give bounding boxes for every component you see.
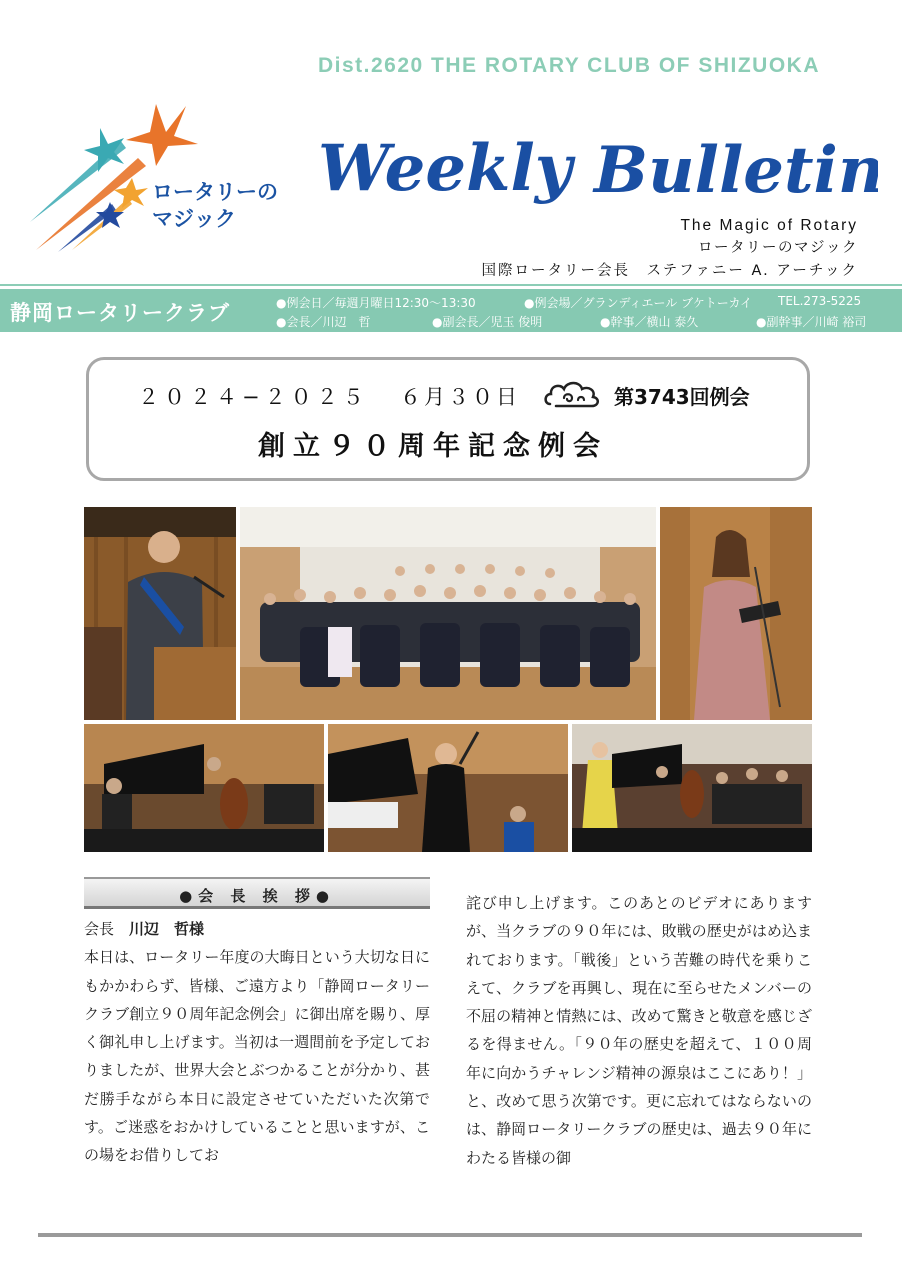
main-title: 創立９０周年記念例会 bbox=[258, 431, 608, 462]
club-tel: TEL.273-5225 bbox=[778, 294, 862, 308]
article-column-2 bbox=[466, 889, 812, 1172]
photo-piano-bass bbox=[84, 724, 324, 852]
footer-rule bbox=[38, 1233, 862, 1237]
district-title: Dist.2620 THE ROTARY CLUB OF SHIZUOKA bbox=[318, 54, 820, 77]
wordmark-bulletin: Bulletin bbox=[594, 133, 878, 208]
theme-english: The Magic of Rotary bbox=[680, 217, 858, 234]
photo-speaker-podium bbox=[84, 507, 236, 720]
logo-text-line2: マジック bbox=[152, 207, 236, 231]
section-title: ●会 長 挨 拶● bbox=[179, 887, 335, 905]
photo-audience bbox=[240, 507, 656, 720]
club-name: 静岡ロータリークラブ bbox=[10, 301, 230, 325]
club-vice-secretary: ●副幹事／川崎 裕司 bbox=[756, 315, 867, 329]
photo-conductor bbox=[328, 724, 568, 852]
divider-line bbox=[0, 284, 902, 286]
meeting-number: 第3743回例会 bbox=[614, 385, 750, 409]
weekly-bulletin-wordmark bbox=[318, 120, 878, 220]
club-secretary: ●幹事／横山 泰久 bbox=[600, 315, 699, 329]
theme-japanese: ロータリーのマジック bbox=[698, 240, 858, 256]
ri-president-line: 国際ロータリー会長 ステファニー A. アーチック bbox=[481, 263, 858, 279]
logo-text-line1: ロータリーの bbox=[152, 180, 278, 204]
article-column-1 bbox=[84, 915, 430, 1170]
rotary-year: ２０２４−２０２５ bbox=[138, 385, 369, 409]
meeting-date: ６月３０日 bbox=[400, 385, 520, 409]
photo-singer bbox=[660, 507, 812, 720]
wordmark-weekly: Weekly bbox=[318, 131, 572, 206]
meeting-venue: ●例会場／グランディエール ブケトーカイ bbox=[524, 296, 753, 310]
speaker-name: 川辺 哲様 bbox=[129, 920, 205, 938]
club-president: ●会長／川辺 哲 bbox=[276, 315, 371, 329]
photo-band-vocalist bbox=[572, 724, 812, 852]
speaker-line bbox=[84, 915, 430, 943]
section-header bbox=[84, 877, 430, 909]
article-text-2: 詫び申し上げます。このあとのビデオにありますが、当クラブの９０年には、敗戦の歴史がはめ込まれております。「戦後」という苦難の時代を乗りこえて、クラブを再興し、現在に至らせたメンバーの不屈の精神と情熱には、改めて驚きと敬意を感じざるを得ません。「９０年の歴史を超えて、１００周年に向かうチャレンジ精神の源泉はここにあり！」と、改めて思う次第です。更に忘れてはならないのは、静岡ロータリークラブの歴史は、過去９０年にわたる皆様の御 bbox=[466, 894, 812, 1167]
speaker-role: 会長 bbox=[84, 920, 115, 938]
meeting-day: ●例会日／毎週月曜日12:30～13:30 bbox=[276, 296, 476, 310]
article-text-1: 本日は、ロータリー年度の大晦日という大切な日にもかかわらず、皆様、ご遠方より「静岡ロータリークラブ創立９０周年記念例会」に御出席を賜り、厚く御礼申し上げます。当初は一週間前を予定しておりましたが、世界大会とぶつかることが分かり、甚だ勝手ながら本日に設定させていただいた次第です。ご迷惑をおかけしていることと思いますが、この場をお借りしてお bbox=[84, 948, 430, 1165]
club-vice-president: ●副会長／児玉 俊明 bbox=[432, 315, 543, 329]
rotary-magic-logo bbox=[28, 100, 298, 260]
cloud-icon bbox=[542, 378, 602, 412]
